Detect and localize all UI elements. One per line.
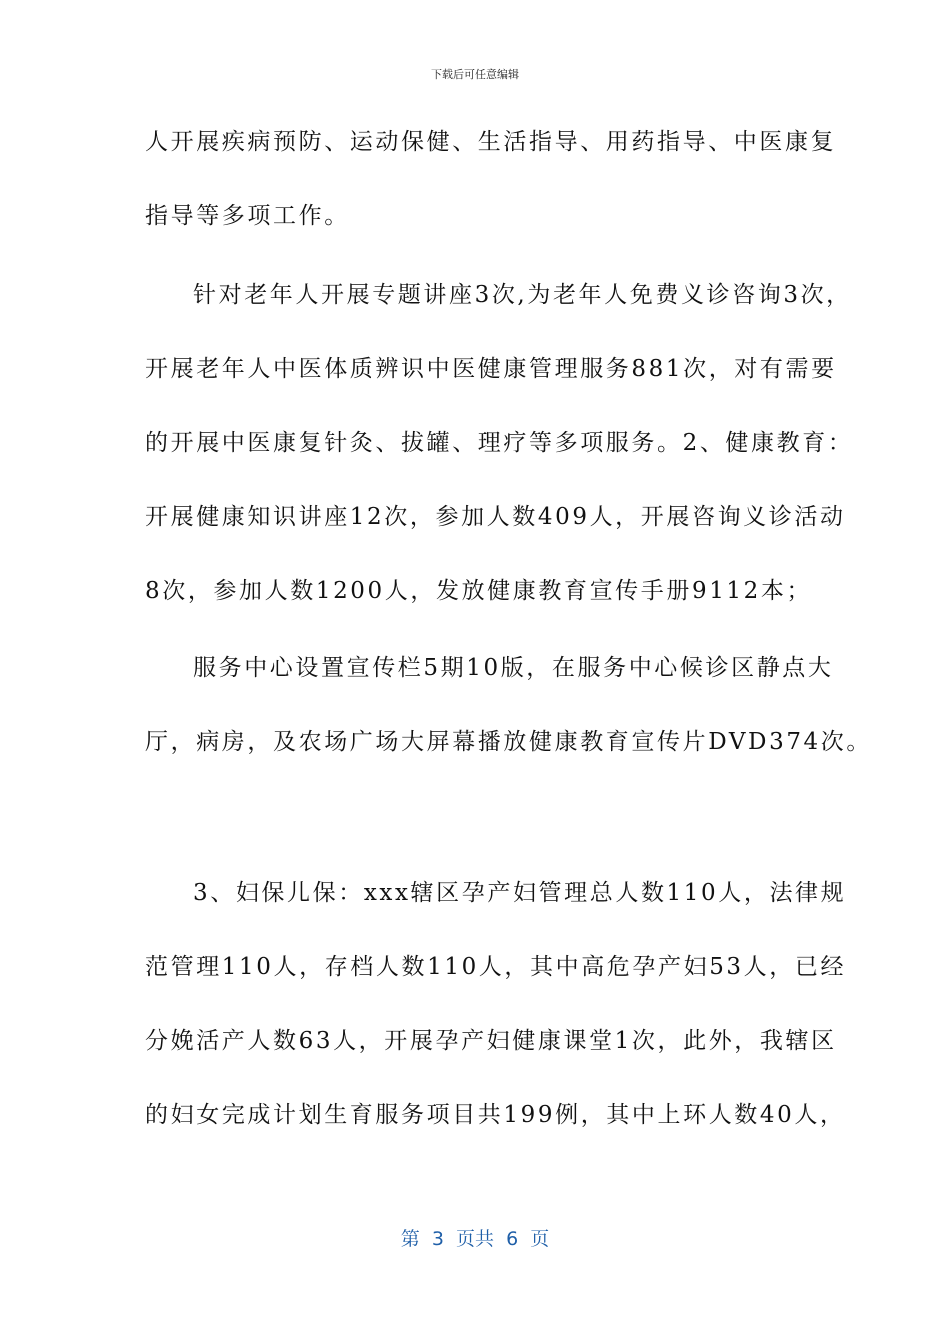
text-line: 3、妇保儿保：xxx辖区孕产妇管理总人数110人，法律规 <box>193 880 847 906</box>
text-line: 的妇女完成计划生育服务项目共199例，其中上环人数40人， <box>145 1102 846 1128</box>
text-line: 厅，病房，及农场广场大屏幕播放健康教育宣传片DVD374次。 <box>145 729 872 755</box>
text-line: 指导等多项工作。 <box>145 203 350 229</box>
text-line: 分娩活产人数63人，开展孕产妇健康课堂1次，此外，我辖区 <box>145 1028 837 1054</box>
text-line: 针对老年人开展专题讲座3次,为老年人免费义诊咨询3次， <box>193 282 852 308</box>
page-header: 下载后可任意编辑 <box>431 68 519 81</box>
text-line: 8次，参加人数1200人，发放健康教育宣传手册9112本； <box>145 578 813 604</box>
text-line: 人开展疾病预防、运动保健、生活指导、用药指导、中医康复 <box>145 129 837 155</box>
page-footer: 第 3 页共 6 页 <box>400 1228 550 1250</box>
text-line: 开展健康知识讲座12次，参加人数409人，开展咨询义诊活动 <box>145 504 846 530</box>
text-line: 的开展中医康复针灸、拔罐、理疗等多项服务。2、健康教育： <box>145 430 854 456</box>
text-line: 服务中心设置宣传栏5期10版，在服务中心候诊区静点大 <box>193 655 834 681</box>
text-line: 范管理110人，存档人数110人，其中高危孕产妇53人，已经 <box>145 954 847 980</box>
text-line: 开展老年人中医体质辨识中医健康管理服务881次，对有需要 <box>145 356 837 382</box>
